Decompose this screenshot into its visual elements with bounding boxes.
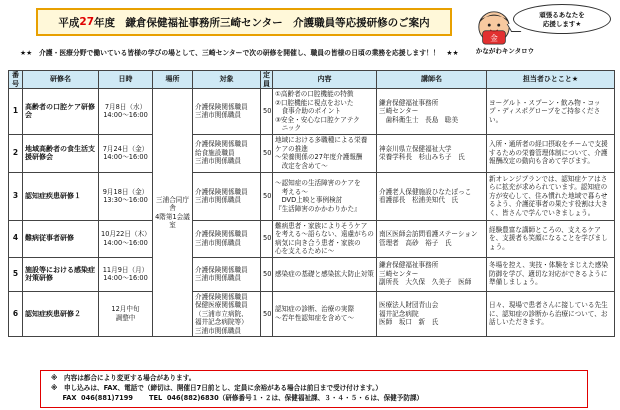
course-capacity: 50 [261,257,273,291]
course-lecturer [377,291,487,337]
header-content: 内容 [273,71,377,89]
course-name: 高齢者の口腔ケア研修会 [23,89,99,135]
course-content [273,291,377,337]
course-date: 9月18日（金） [102,187,149,196]
table-row [9,134,615,172]
content-line: ③安全・安心な口腔ケアテク [275,115,360,124]
header-lecturer: 講師名 [377,71,487,89]
lecturer-line: 南区医師会訪問看護ステーション [379,230,478,238]
content-line: ～栄養関係の27年度介護報酬 [275,153,363,161]
svg-text:金: 金 [490,33,498,43]
row-number: 4 [9,220,23,257]
content-line: 病気に向き合う患者・家族の [275,238,361,247]
course-capacity: 50 [261,220,273,257]
lecturer-line: 神奈川県立保健福祉大学 [379,144,452,153]
target-line: 三浦市関係職員 [195,326,242,335]
tel-number: 046(882)6830 [166,394,219,402]
note-line-1: ※ 内容は都合により変更する場合があります。 [51,374,196,382]
content-line: DVD上映と事例検討 [275,196,343,204]
target-line: 保健医療関係職員 [195,301,248,309]
course-target [193,89,261,135]
lecturer-line: 三崎センター [379,107,419,115]
table-row [9,89,615,135]
course-target [193,134,261,172]
course-datetime [99,257,153,291]
target-line: 三浦市関係職員 [195,274,242,282]
table-row [9,220,615,257]
bubble-line-2: 応援します★ [542,20,582,28]
course-date: 12月中旬 [111,305,140,314]
tel-label: TEL [149,394,163,402]
course-capacity: 50 [261,89,273,135]
note-contact-line [51,393,577,403]
course-time: 14:00～16:00 [103,153,148,161]
row-number: 3 [9,172,23,220]
target-line: 三浦市関係職員 [195,238,242,247]
content-line: 考える～ [275,187,308,196]
content-line: ニック [275,124,302,132]
target-line: （三浦市立病院、 [195,309,248,318]
title-prefix: 平成 [58,16,80,29]
content-line: ～認知症の生活障害のケアを [275,179,361,187]
course-time: 調整中 [115,313,136,322]
course-name: 地域高齢者の食生活支援研修会 [23,134,99,172]
content-line: ～若年性認知症を含めて～ [275,313,355,322]
title-rest: 年度 鎌倉保健福祉事務所三崎センター 介護職員等応援研修のご案内 [94,16,430,29]
note-line-2: ※ 申し込みは、FAX、電話で（締切は、開催日7日前とし、定員に余裕がある場合は前日まで受け付けます。） [51,384,383,392]
course-capacity: 50 [261,172,273,220]
lecturer-line: 医師 坂口 新 氏 [379,318,439,326]
target-line: 三浦市関係職員 [195,111,242,120]
course-date: 11月9日（月） [102,265,149,274]
course-content [273,172,377,220]
bubble-line-1: 頑張るあなたを [539,11,585,19]
course-time: 14:00～16:00 [103,111,148,120]
table-row [9,257,615,291]
venue-line-1: 三浦合同庁舎 [156,195,189,212]
row-number: 5 [9,257,23,291]
course-lecturer [377,134,487,172]
course-time: 14:00～16:00 [103,238,148,247]
table-row [9,172,615,220]
lecturer-line: 副所長 大久保 久美子 医師 [379,278,472,287]
content-line: 認知症の診断、治療の実際 [275,305,355,314]
course-lecturer [377,172,487,220]
content-line: 感染症の基礎と感染拡大防止対策 [275,269,374,278]
course-content [273,257,377,291]
course-comment: ヨーグルト・スプーン・飲み物・コップ・ディスポグローブをご持参ください。 [487,89,615,135]
lecturer-line: 管理者 高砂 裕子 氏 [379,238,452,247]
lecturer-line: 医療法人財団青山会 [379,301,439,309]
lecturer-line: 鎌倉保健福祉事務所 [379,98,439,107]
course-comment: 入所・通所者の経口摂取をチームで支援するための栄養管理体制について、介護報酬改定の動向も含めて学びます。 [487,134,615,172]
course-target [193,220,261,257]
course-comment: 新オレンジプランでは、認知症ケアはさらに拡充が求められています。認知症の方が安心して、住み慣れた地域で暮らせるよう、介護従事者の果たす役割は大きく、皆さんで学んでいきましょう。 [487,172,615,220]
course-comment: 冬場を控え、実技・体験をまじえた感染防御を学び、適切な対応ができるように準備しましょう。 [487,257,615,291]
course-datetime [99,291,153,337]
content-line: 改定を含めて～ [275,161,328,170]
header-course: 研修名 [23,71,99,89]
venue-line-2: 4階第1会議室 [155,212,190,229]
page-title [36,8,452,36]
fax-label: FAX [62,394,77,402]
row-number: 2 [9,134,23,172]
content-line: 食事介助のポイント [275,107,341,115]
content-line: 心を支えるために～ [275,247,335,255]
course-name: 難病従事者研修 [23,220,99,257]
lecturer-line: 歯科衛生士 長島 聡美 [379,115,459,124]
mascot-area [465,2,615,60]
row-number: 1 [9,89,23,135]
course-target [193,257,261,291]
intro-text: ★★ 介護・医療分野で働いている皆様の学びの場として、三崎センターで次の研修を開催し、職員の皆様の日頃の業務を応援します！！ ★★ [20,49,459,57]
header-target: 対象 [193,71,261,89]
course-content [273,220,377,257]
course-datetime [99,220,153,257]
header-comment: 担当者ひとこと★ [487,71,615,89]
target-line: 介護保険関係職員 [195,265,248,274]
target-line: 福井記念病院等） [195,318,248,326]
course-content [273,134,377,172]
course-date: 7月8日（水） [104,102,147,111]
course-name: 認知症疾患研修１ [23,172,99,220]
target-line: 介護保険関係職員 [195,187,248,196]
course-date: 10月22日（木） [101,230,151,238]
course-comment: 日々、現場で患者さんに接している先生に、認知症の診断から治療について、お話しいただきます。 [487,291,615,337]
course-name: 認知症疾患研修２ [23,291,99,337]
content-line: ①高齢者の口腔機能の特徴 [275,90,354,98]
lecturer-line: 鎌倉保健福祉事務所 [379,261,439,270]
speech-bubble [513,4,611,34]
course-lecturer [377,89,487,135]
course-name: 施設等における感染症対策研修 [23,257,99,291]
training-schedule-table [8,70,615,337]
header-datetime: 日時 [99,71,153,89]
target-line: 介護保険関係職員 [195,102,248,111]
header-venue: 場所 [153,71,193,89]
title-year: 27 [79,16,95,28]
course-content [273,89,377,135]
lecturer-line: 看護部長 松浦美知代 氏 [379,196,459,204]
lecturer-line: 福井記念病院 [379,309,419,318]
notes-box [40,370,588,408]
table-header-row [9,71,615,89]
target-line: 介護保険関係職員 [195,230,248,238]
lecturer-line: 栄養学科長 杉山みち子 氏 [379,153,465,161]
target-line: 給食施設職員 [195,148,235,157]
fax-number: 046(881)7199 [81,394,133,402]
course-time: 14:00～16:00 [103,274,148,282]
venue-cell [153,89,193,337]
target-line: 介護保険関係職員 [195,292,248,301]
content-line: ケアの推進 [275,144,308,153]
course-capacity: 50 [261,134,273,172]
course-datetime [99,172,153,220]
content-line: 地域における多職種による栄養 [275,136,368,144]
content-line: 難病患者・家族によりそうケア [275,221,368,230]
course-datetime [99,89,153,135]
course-time: 13:30～16:00 [103,196,148,204]
course-target [193,291,261,337]
table-row [9,291,615,337]
course-capacity: 50 [261,291,273,337]
course-comment: 経験豊富な講師ところの、支えるケアを、支援者も笑顔になることを学びましょう。 [487,220,615,257]
target-line: 三浦市関係職員 [195,196,242,204]
lecturer-line: 介護老人保健施設ひなたぼっこ [379,187,472,196]
content-line: ②口腔機能に視点をおいた [275,98,354,107]
course-lecturer [377,220,487,257]
row-number: 6 [9,291,23,337]
course-date: 7月24日（金） [102,144,149,153]
lecturer-line: 三崎センター [379,269,419,278]
mascot-icon [475,8,513,46]
course-target [193,172,261,220]
target-line: 介護保険関係職員 [195,140,248,149]
course-lecturer [377,257,487,291]
course-datetime [99,134,153,172]
content-line: を考える～語らない、遠慮がちの [275,230,374,238]
content-line: 『生活障害のかかわりかた』 [275,204,361,213]
contact-suffix: （研修番号１・２は、保健福祉課、３・４・５・６は、保健予防課） [218,394,424,402]
target-line: 三浦市関係職員 [195,157,242,166]
mascot-caption: かながわキンタロウ [475,47,535,55]
header-capacity: 定員 [261,71,273,89]
header-number: 番号 [9,71,23,89]
